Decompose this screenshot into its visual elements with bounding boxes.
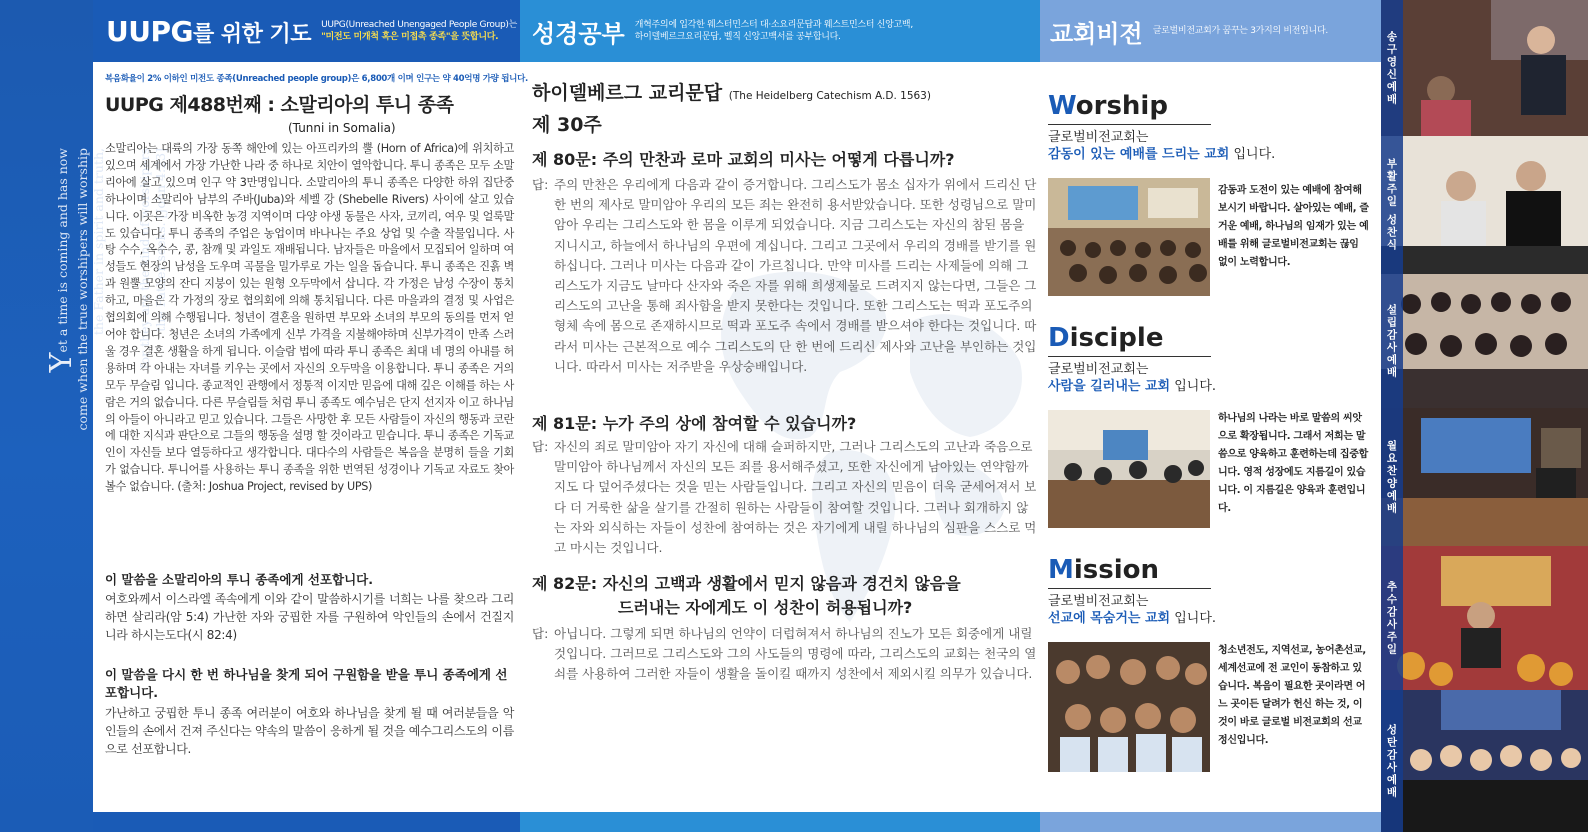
photo-thanksgiving xyxy=(1381,546,1588,690)
vision-worship: Worship 글로벌비전교회는 감동이 있는 예배를 드리는 교회 입니다. xyxy=(1048,90,1373,163)
uupg-subnote: 복음화율이 2% 이하인 미전도 종족(Unreached people group)은 6,800개 이며 인구는 약 40억명 가량 됩니다. xyxy=(105,74,528,84)
worship-heading: Worship xyxy=(1048,91,1168,121)
uupg-header-desc: UUPG(Unreached Unengaged People Group)는 "미전도 미개척 혹은 미접촉 종족"을 뜻합니다. xyxy=(321,20,518,42)
mission-heading: Mission xyxy=(1048,555,1160,585)
pray1-body: 여호와께서 이스라엘 족속에게 이와 같이 말씀하시기를 너희는 나를 찾으라 그리하면 살리라(암 5:4) 가난한 자와 궁핍한 자를 구원하여 악인들의 손에서 건질지니라 하시는도다(시 82:4) xyxy=(105,592,514,642)
pray2-body: 가난하고 궁핍한 투니 종족 여러분이 여호와 하나님을 찾게 될 때 여러분들을 악인들의 손에서 건져 주신다는 약속의 말씀이 응하게 될 것을 예수그리스도의 이름으로 선포합니다. xyxy=(105,706,514,756)
answer-81: 답: 자신의 죄로 말미암아 자기 자신에 대해 슬퍼하지만, 그러나 그리스도의 고난과 죽음으로 말미암아 하나님께서 자신의 모든 죄를 용서해주셨고, 또한 자신에게 남아있는 연약함까지도 다 덮어주셨다는 것을 믿는 사람들입니다. 그리고 자신의 믿음이 더욱 굳세어져서 보다 더 거룩한 삶을 살기를 간절히 원하는 사람들이 참여할 것입니다. 그러나 회개하지 않는 자와 외식하는 자들이 성찬에 참여하는 것은 자기에게 내릴 하나님의 심판을 스스로 먹고 마시는 것입니다. xyxy=(532,439,1037,556)
photo-label: 송구영신예배 xyxy=(1381,0,1403,136)
pray2-heading: 이 말씀을 다시 한 번 하나님을 찾게 되어 구원함을 받을 투니 종족에게 선포합니다. xyxy=(105,667,508,700)
uupg-header-title: UUPG를 위한 기도 xyxy=(106,14,312,48)
vision-mission: Mission 글로벌비전교회는 선교에 목숨거는 교회 입니다. xyxy=(1048,554,1373,627)
heading-divider xyxy=(1048,588,1211,589)
vision-disciple: Disciple 글로벌비전교회는 사람을 길러내는 교회 입니다. xyxy=(1048,322,1373,395)
disciple-heading: Disciple xyxy=(1048,323,1164,353)
bible-header-desc: 개혁주의에 입각한 웨스터민스터 대·소요리문답과 웨스트민스터 신앙고백, 하이델베르크요리문답, 벨직 신앙고백서를 공부합니다. xyxy=(634,20,913,42)
answer-82: 답: 아닙니다. 그렇게 되면 하나님의 언약이 더럽혀져서 하나님의 진노가 모든 회중에게 내릴 것입니다. 그러므로 그리스도와 그의 사도들의 명령에 따라, 그리스도의 교회는 천국의 열쇠를 사용하여 그러한 자들이 생활을 돌이킬 때까지 성찬에서 제외시킬 의무가 있습니다. xyxy=(532,626,1037,682)
photo-easter xyxy=(1381,136,1588,274)
heading-divider xyxy=(1048,124,1211,125)
uupg-subtitle: (Tunni in Somalia) xyxy=(288,121,396,135)
uupg-title: UUPG 제488번째 : 소말리아의 투니 종족 xyxy=(105,94,454,116)
mission-text: 청소년전도, 지역선교, 농어촌선교, 세계선교에 전 교인이 동참하고 있습니다. 복음이 필요한 곳이라면 어느 곳이든 달려가 헌신 하는 것, 이것이 바로 글로벌 비전교회의 선교정신입니다. xyxy=(1218,645,1366,746)
bottom-bar xyxy=(1040,812,1381,832)
uupg-body: 소말리아는 대륙의 가장 동쪽 해안에 있는 아프리카의 뿔 (Horn of Africa)에 위치하고 있으며 세계에서 가장 가난한 나라 중 하나로 치안이 열악합니다. 투니 종족은 모두 소말리아에 살고 있으며 인구 약 3만명입니다. 소말리아의 투니 종족은 다양한 하위 집단중 하나이며 소말리아 남부의 주바(Juba)와 세벨 강 (Shebelle Rivers) 사이에 살고 있습니다. 이곳은 가장 비옥한 농경 지역이며 다양 야생 동물은 사자, 코끼리, 여우 및 얼룩말도 있습니다. 투니 종족의 주업은 농업이며 바나나는 주요 상업 및 수출 작물입니다. 사탕 수수, 옥수수, 콩, 참깨 및 과일도 재배됩니다. 남자들은 마을에서 모집되어 일하며 여성들도 현장의 남성을 도우며 곡물을 밀가루로 가는 일을 돕습니다. 투니 종족은 진흙 벽과 원뿔 모양의 잔디 지붕이 있는 원형 오두막에서 삽니다. 각 가정은 남성 수장이 통치하고, 마을은 각 가정의 장로 협의회에 의해 통치됩니다. 다른 마을과의 결정 및 사업은 협의회에 의해 수행됩니다. 청년이 결혼을 원하면 부모와 소녀의 부모의 동의를 먼저 얻어야 합니다. 청년은 소녀의 가족에게 신부 가격을 지불해야하며 신부가격이 만족 스러울 경우 결혼 생활을 하게 됩니다. 이슬람 법에 따라 투니 종족은 최대 네 명의 아내를 허용하며 각 아내는 자녀를 키우는 곳에서 자신의 오두막을 이용합니다. 투니 종족은 거의 모두 무슬림 입니다. 종교적인 관행에서 정통적 이지만 믿음에 대해 깊은 이해를 하는 사람은 거의 없습니다. 다른 무슬림들 처럼 투니 종족도 예수님은 단지 선지자 이고 하나님의 아들이 아니라고 믿고 있습니다. 그들은 사망한 후 모든 사람들이 자신의 행동과 코란에 대한 지식과 판단으로 그들의 행동을 설명 할 것이라고 믿습니다. 투니 종족은 기독교인이 자신들 보다 열등하다고 생각합니다. 대다수의 사람들은 복음을 분명히 들을 기회가 없습니다. 투니어를 사용하는 투니 종족을 위한 번역된 성경이나 기독교 자료도 찾아 볼수 없습니다. (출처: Joshua Project, revised by UPS) xyxy=(105,142,514,494)
mission-photo xyxy=(1048,642,1210,772)
bottom-bar xyxy=(93,812,520,832)
worship-photo xyxy=(1048,178,1210,296)
verse-text: Yet a time is coming and has now come when the true worshipers will worship the Father in spirit and truth, for they are the kind of worshipers the Father seeks. [John 4:23] xyxy=(44,148,168,431)
photo-label: 추수감사주일 xyxy=(1381,546,1403,690)
uupg-column xyxy=(93,62,528,812)
heading-divider xyxy=(1048,356,1211,357)
verse-initial: Y xyxy=(44,352,79,373)
question-80: 제 80문: 주의 만찬과 로마 교회의 미사는 어떻게 다릅니까? xyxy=(532,150,955,169)
question-82: 제 82문: 자신의 고백과 생활에서 믿지 않음과 경건치 않음을 드러내는 자에게도 이 성찬이 허용됩니까? xyxy=(532,574,961,617)
photo-label: 부활주일 성찬식 xyxy=(1381,136,1403,274)
bottom-bar xyxy=(520,812,1040,832)
vision-column xyxy=(1040,62,1381,812)
worship-text: 감동과 도전이 있는 예배에 참여해보시기 바랍니다. 살아있는 예배, 즐거운 예배, 하나님의 임재가 있는 예배를 위해 글로벌비전교회는 끊임 없이 노력합니다. xyxy=(1218,185,1369,268)
vision-header-desc: 글로벌비전교회가 꿈꾸는 3가지의 비전입니다. xyxy=(1152,26,1328,36)
uupg-header xyxy=(93,0,520,62)
photo-label: 성탄감사예배 xyxy=(1381,690,1403,832)
pray1-heading: 이 말씀을 소말리아의 투니 종족에게 선포합니다. xyxy=(105,572,374,587)
photo-christmas xyxy=(1381,690,1588,832)
vision-header xyxy=(1040,0,1381,62)
disciple-text: 하나님의 나라는 바로 말씀의 씨앗으로 확장됩니다. 그래서 저희는 말씀으로 양육하고 훈련하는데 집중합니다. 영적 성장에도 지름길이 있습니다. 이 지름길은 양육과 훈련입니다. xyxy=(1218,413,1368,514)
question-81: 제 81문: 누가 주의 상에 참여할 수 있습니까? xyxy=(532,414,857,433)
photo-anniversary xyxy=(1381,274,1588,408)
vision-header-title: 교회비전 xyxy=(1050,19,1143,48)
bible-column xyxy=(520,62,1040,812)
bible-header-title: 성경공부 xyxy=(532,19,625,48)
disciple-photo xyxy=(1048,410,1210,528)
photo-strip xyxy=(1381,0,1588,832)
catechism-title: 하이델베르그 교리문답 (The Heidelberg Catechism A.D. 1563) xyxy=(532,82,931,104)
photo-label: 월요찬양예배 xyxy=(1381,408,1403,546)
photo-label: 설립감사예배 xyxy=(1381,274,1403,408)
photo-newyear xyxy=(1381,0,1588,136)
bible-header xyxy=(520,0,1040,62)
photo-monday-praise xyxy=(1381,408,1588,546)
lords-day: 제 30주 xyxy=(532,114,602,136)
left-verse-strip xyxy=(0,0,168,832)
answer-80: 답: 주의 만찬은 우리에게 다음과 같이 증거합니다. 그리스도가 몸소 십자가 위에서 드리신 단 한 번의 제사로 말미암아 우리의 모든 죄는 완전히 용서받았습니다. 또한 성령님으로 말미암아 우리는 그리스도와 한 몸을 이루게 되었습니다. 지금 그리스도는 자신의 참된 몸을 지니시고, 하늘에서 하나님의 우편에 계십니다. 그리고 그곳에서 우리의 경배를 받기를 원하십니다. 그러나 미사는 다음과 같이 가르칩니다. 만약 미사를 드리는 사제들에 의해 그리스도가 지금도 날마다 산자와 죽은 자를 위해 희생제물로 드려지지 않는다면, 그들은 그리스도의 고난을 통해 죄사함을 받지 못한다는 것입니다. 또한 그리스도는 떡과 포도주의 형체 속에 몸으로 존재하시므로 떡과 포도주 속에서 경배를 받으셔야 한다는 것입니다. 따라서 미사는 근본적으로 예수 그리스도의 단 한 번에 드리신 제사와 고난을 부인하는 것입니다. 따라서 미사는 저주받을 우상숭배입니다. xyxy=(532,177,1037,374)
